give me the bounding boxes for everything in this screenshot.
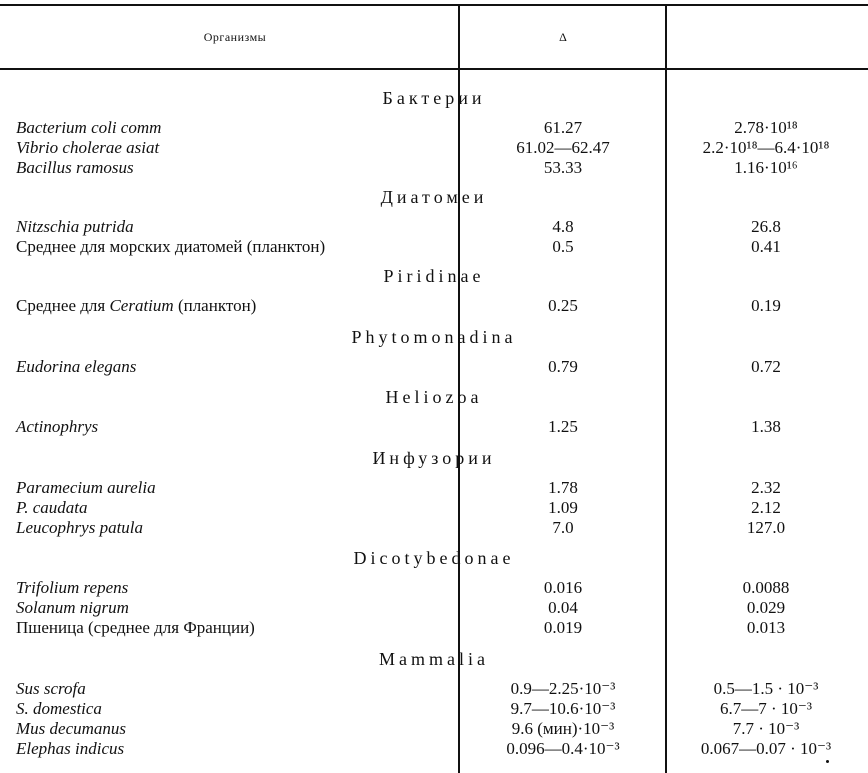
group-heading: Phytomonadina [351, 327, 517, 347]
table-row [0, 498, 868, 518]
third-column-value: 0.72 [751, 357, 781, 376]
delta-value: 0.019 [543, 618, 583, 637]
top-rule [0, 4, 868, 6]
group-heading: Mammalia [379, 649, 489, 669]
delta-value: 9.6 (мин)·10⁻³ [511, 719, 615, 738]
delta-value: 61.02—62.47 [516, 138, 610, 157]
third-column-value: 6.7—7 · 10⁻³ [720, 699, 812, 718]
organism-name: Vibrio cholerae asiat [16, 138, 160, 157]
organism-name: Sus scrofa [16, 679, 86, 698]
header-delta: Δ [559, 30, 567, 44]
table-row [0, 138, 868, 158]
table-row [0, 739, 868, 759]
group-heading: Heliozoa [385, 387, 483, 407]
table-row [0, 357, 868, 377]
header-organisms: Организмы [203, 30, 267, 44]
delta-value: 0.5 [552, 237, 574, 256]
header-rule [0, 68, 868, 70]
third-column-value: 0.41 [751, 237, 781, 256]
table-row [0, 679, 868, 699]
organism-name: Mus decumanus [16, 719, 127, 738]
delta-value: 0.79 [548, 357, 578, 376]
table-row [0, 518, 868, 538]
delta-value: 1.09 [548, 498, 578, 517]
third-column-value: 2.32 [751, 478, 781, 497]
organism-name: Trifolium repens [16, 578, 129, 597]
group-heading: Piridinae [383, 266, 485, 286]
organism-name: S. domestica [16, 699, 102, 718]
third-column-value: 2.78·10¹⁸ [734, 118, 798, 137]
group-heading: Инфузории [372, 448, 496, 468]
table-row [0, 478, 868, 498]
stray-mark [826, 760, 829, 763]
table-row [0, 158, 868, 178]
third-column-value: 7.7 · 10⁻³ [732, 719, 800, 738]
organism-name: P. caudata [16, 498, 88, 517]
third-column-value: 0.0088 [742, 578, 790, 597]
delta-value: 9.7—10.6·10⁻³ [510, 699, 616, 718]
third-column-value: 1.38 [751, 417, 781, 436]
table-row [0, 719, 868, 739]
organism-name: Пшеница (среднее для Франции) [16, 618, 255, 637]
delta-value: 0.096—0.4·10⁻³ [506, 739, 620, 758]
delta-value: 4.8 [552, 217, 574, 236]
organism-name: Среднее для морских диатомей (планктон) [16, 237, 326, 256]
table-row [0, 237, 868, 257]
third-column-value: 0.067—0.07 · 10⁻³ [700, 739, 832, 758]
group-heading: Бактерии [382, 88, 486, 108]
third-column-value: 127.0 [746, 518, 786, 537]
third-column-value: 2.2·10¹⁸—6.4·10¹⁸ [702, 138, 830, 157]
organism-name: Bacillus ramosus [16, 158, 134, 177]
organism-name: Solanum nigrum [16, 598, 129, 617]
organism-name: Elephas indicus [16, 739, 125, 758]
group-heading: Диатомеи [380, 187, 488, 207]
third-column-value: 0.013 [746, 618, 786, 637]
table-row [0, 618, 868, 638]
third-column-value: 2.12 [751, 498, 781, 517]
delta-value: 0.25 [548, 296, 578, 315]
organism-name: Paramecium aurelia [16, 478, 156, 497]
organism-name: Leucophrys patula [16, 518, 144, 537]
third-column-value: 0.5—1.5 · 10⁻³ [713, 679, 819, 698]
third-column-value: 1.16·10¹⁶ [734, 158, 798, 177]
delta-value: 0.016 [543, 578, 583, 597]
third-column-value: 0.19 [751, 296, 781, 315]
third-column-value: 0.029 [746, 598, 786, 617]
table-row [0, 598, 868, 618]
table-row [0, 296, 868, 316]
organism-name: Actinophrys [16, 417, 99, 436]
table-row [0, 699, 868, 719]
delta-value: 7.0 [552, 518, 574, 537]
delta-value: 1.25 [548, 417, 578, 436]
delta-value: 0.04 [548, 598, 578, 617]
table-row [0, 217, 868, 237]
table-row [0, 417, 868, 437]
organism-name: Eudorina elegans [16, 357, 137, 376]
table-row [0, 118, 868, 138]
third-column-value: 26.8 [751, 217, 781, 236]
group-heading: Dicotybedonae [353, 548, 515, 568]
delta-value: 1.78 [548, 478, 578, 497]
delta-value: 61.27 [543, 118, 583, 137]
organism-name: Bacterium coli comm [16, 118, 162, 137]
delta-value: 53.33 [543, 158, 583, 177]
delta-value: 0.9—2.25·10⁻³ [510, 679, 616, 698]
organism-name: Nitzschia putrida [16, 217, 134, 236]
organism-name: Среднее для Ceratium (планктон) [16, 296, 257, 315]
table-row [0, 578, 868, 598]
